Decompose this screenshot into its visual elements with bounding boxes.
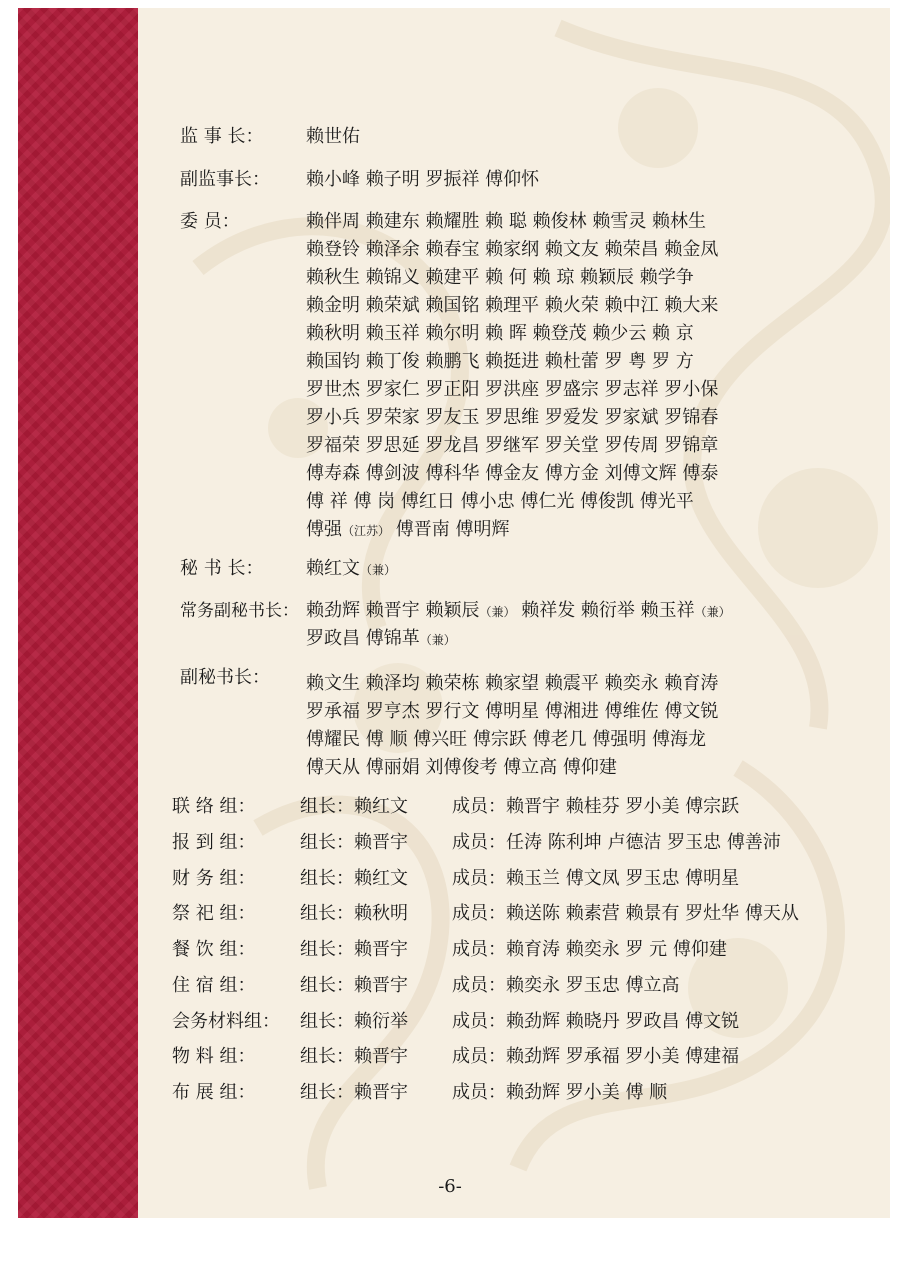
exec-deputy-secretary-line1 [306, 597, 731, 626]
group-members: 成员：任涛 陈利坤 卢德洁 罗玉忠 傅善沛 [452, 832, 781, 853]
group-members: 成员：赖劲辉 罗小美 傅 顺 [452, 1082, 668, 1103]
deputy-secretary-line: 赖文生 赖泽均 赖荣栋 赖家望 赖震平 赖奕永 赖育涛 [306, 673, 719, 694]
members-line: 罗小兵 罗荣家 罗友玉 罗思维 罗爱发 罗家斌 罗锦春 [306, 407, 719, 428]
group-name: 住 宿 组： [172, 975, 256, 996]
group-leader: 组长：赖晋宇 [300, 939, 408, 960]
group-leader: 组长：赖晋宇 [300, 975, 408, 996]
secretary-general-name-wrap [306, 555, 396, 584]
group-leader: 组长：赖晋宇 [300, 832, 408, 853]
group-members: 成员：赖送陈 赖素营 赖景有 罗灶华 傅天从 [452, 903, 799, 924]
group-name: 联 络 组： [172, 796, 256, 817]
members-line: 赖国钧 赖丁俊 赖鹏飞 赖挺进 赖杜蕾 罗 粤 罗 方 [306, 351, 694, 372]
group-leader: 组长：赖红文 [300, 796, 408, 817]
group-members: 成员：赖玉兰 傅文凤 罗玉忠 傅明星 [452, 868, 740, 889]
members-line: 罗福荣 罗思延 罗龙昌 罗继军 罗关堂 罗传周 罗锦章 [306, 435, 719, 456]
deputy-secretary-label: 副秘书长： [180, 667, 270, 688]
secretary-general-name: 赖红文 [306, 558, 360, 579]
group-leader: 组长：赖晋宇 [300, 1082, 408, 1103]
group-members: 成员：赖劲辉 赖晓丹 罗政昌 傅文锐 [452, 1011, 740, 1032]
group-members: 成员：赖晋宇 赖桂芬 罗小美 傅宗跃 [452, 796, 740, 817]
deputy-secretary-line: 罗承福 罗亨杰 罗行文 傅明星 傅湘进 傅维佐 傅文锐 [306, 701, 719, 722]
vice-supervisor-names: 赖小峰 赖子明 罗振祥 傅仰怀 [306, 169, 540, 190]
secretary-general-label: 秘 书 长： [180, 558, 264, 579]
group-members: 成员：赖奕永 罗玉忠 傅立高 [452, 975, 680, 996]
secretary-general-note: （兼） [360, 563, 397, 577]
member-names: 傅晋南 傅明辉 [390, 519, 510, 540]
exec-names: 赖祥发 赖衍举 赖玉祥 [515, 600, 695, 621]
group-leader: 组长：赖晋宇 [300, 1046, 408, 1067]
red-side-band [18, 8, 138, 1218]
group-members: 成员：赖育涛 赖奕永 罗 元 傅仰建 [452, 939, 727, 960]
exec-note: （兼） [479, 605, 516, 619]
group-name: 报 到 组： [172, 832, 256, 853]
exec-names: 罗政昌 傅锦革 [306, 628, 420, 649]
members-line: 赖秋明 赖玉祥 赖尔明 赖 晖 赖登茂 赖少云 赖 京 [306, 323, 694, 344]
members-label: 委 员： [180, 211, 240, 232]
deputy-secretary-line: 傅耀民 傅 顺 傅兴旺 傅宗跃 傅老几 傅强明 傅海龙 [306, 729, 707, 750]
group-leader: 组长：赖衍举 [300, 1011, 408, 1032]
group-name: 祭 祀 组： [172, 903, 256, 924]
members-line: 傅 祥 傅 岗 傅红日 傅小忠 傅仁光 傅俊凯 傅光平 [306, 491, 694, 512]
members-line: 罗世杰 罗家仁 罗正阳 罗洪座 罗盛宗 罗志祥 罗小保 [306, 379, 719, 400]
members-line: 赖秋生 赖锦义 赖建平 赖 何 赖 琼 赖颖辰 赖学争 [306, 267, 694, 288]
exec-deputy-secretary-line2 [306, 625, 456, 654]
members-line: 赖登铃 赖泽余 赖春宝 赖家纲 赖文友 赖荣昌 赖金凤 [306, 239, 719, 260]
page-number: -6- [438, 1176, 462, 1197]
members-line: 傅寿森 傅剑波 傅科华 傅金友 傅方金 刘傅文辉 傅泰 [306, 463, 719, 484]
members-last-line [306, 516, 509, 545]
group-leader: 组长：赖秋明 [300, 903, 408, 924]
exec-deputy-secretary-label: 常务副秘书长： [180, 601, 299, 621]
member-name: 傅强 [306, 519, 342, 540]
group-name: 会务材料组： [172, 1011, 280, 1032]
exec-note: （兼） [694, 605, 731, 619]
group-members: 成员：赖劲辉 罗承福 罗小美 傅建福 [452, 1046, 740, 1067]
member-note: （江苏） [342, 524, 391, 538]
exec-note: （兼） [419, 633, 456, 647]
group-name: 财 务 组： [172, 868, 256, 889]
group-name: 物 料 组： [172, 1046, 256, 1067]
group-leader: 组长：赖红文 [300, 868, 408, 889]
supervisor-chief-name: 赖世佑 [306, 126, 360, 147]
deputy-secretary-line: 傅天从 傅丽娟 刘傅俊考 傅立高 傅仰建 [306, 757, 617, 778]
supervisor-chief-label: 监 事 长： [180, 126, 264, 147]
group-name: 布 展 组： [172, 1082, 256, 1103]
vice-supervisor-label: 副监事长： [180, 169, 270, 190]
group-name: 餐 饮 组： [172, 939, 256, 960]
exec-names: 赖劲辉 赖晋宇 赖颖辰 [306, 600, 480, 621]
members-line: 赖金明 赖荣斌 赖国铭 赖理平 赖火荣 赖中江 赖大来 [306, 295, 719, 316]
members-line: 赖伴周 赖建东 赖耀胜 赖 聪 赖俊林 赖雪灵 赖林生 [306, 211, 707, 232]
